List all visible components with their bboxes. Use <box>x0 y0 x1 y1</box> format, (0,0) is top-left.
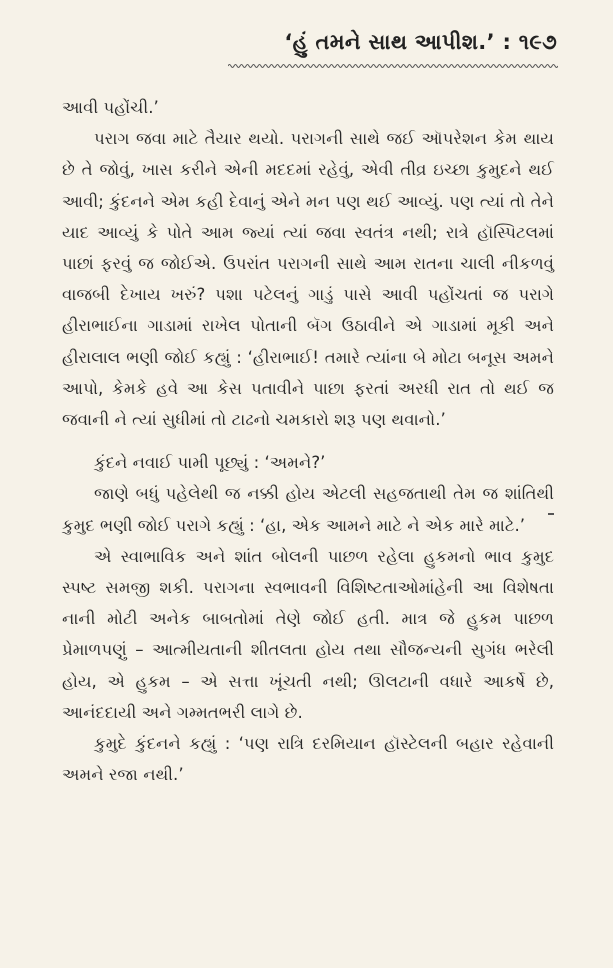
paragraph: આવી પહોંચી.’ <box>62 98 159 117</box>
paragraph: પરાગ જવા માટે તૈયાર થયો. પરાગની સાથે જઈ ઑપરેશન કેમ થાય છે તે જોવું, ખાસ કરીને એની મદદમાં રહેવું, એવી તીવ્ર ઇચ્છા કુમુદને થઈ આવી; કુંદનને એમ કહી દેવાનું એને મન પણ થઈ આવ્યું. પણ ત્યાં તો તેને યાદ આવ્યું કે પોતે આમ જ્યાં ત્યાં જવા સ્વતંત્ર નથી; રાત્રે હૉસ્પિટલમાં પાછાં ફરવું જ જોઈએ. ઉપરાંત પરાગની સાથે આમ રાતના ચાલી નીકળવું વાજબી દેખાય ખરું? પશા પટેલનું ગાડું પાસે આવી પહોંચતાં જ પરાગે હીરાભાઈના ગાડામાં રાખેલ પોતાની બૅગ ઉઠાવીને એ ગાડામાં મૂકી અને હીરાલાલ ભણી જોઈ કહ્યું : ‘હીરાભાઈ! તમારે ત્યાંના બે મોટા બનૂસ અમને આપો, કેમકે હવે આ કેસ પતાવીને પાછા ફરતાં અરધી રાત તો થઈ જ જવાની ને ત્યાં સુધીમાં તો ટાઢનો ચમકારો શરૂ પણ થવાનો.’ <box>62 129 554 430</box>
body-text <box>62 92 554 790</box>
running-head-title: ‘હું તમને સાથ આપીશ.’ : ૧૯૭ <box>284 30 557 54</box>
margin-dash-mark <box>548 513 554 515</box>
paragraph: એ સ્વાભાવિક અને શાંત બોલની પાછળ રહેલા હુકમનો ભાવ કુમુદ સ્પષ્ટ સમજી શકી. પરાગના સ્વભાવની વિશિષ્ટતાઓમાંહેની આ વિશેષતા નાની મોટી અનેક બાબતોમાં તેણે જોઈ હતી. માત્ર જે હુકમ પાછળ પ્રેમાળપણું – આત્મીયતાની શીતલતા હોય તથા સૌજન્યની સુગંધ ભરેલી હોય, એ હુકમ – એ સત્તા ખૂંચતી નથી; ઊલટાની વધારે આકર્ષે છે, આનંદદાયી અને ગમ્મતભરી લાગે છે. <box>62 546 554 722</box>
paragraph: જાણે બધું પહેલેથી જ નક્કી હોય એટલી સહજતાથી તેમ જ શાંતિથી કુમુદ ભણી જોઈ પરાગે કહ્યું : ‘હા, એક આમને માટે ને એક મારે માટે.’ <box>62 484 554 535</box>
paragraph: કુંદને નવાઈ પામી પૂછ્યું : ‘અમને?’ <box>94 453 326 473</box>
wavy-underline-rule <box>228 62 558 70</box>
paragraph: કુમુદે કુંદનને કહ્યું : ‘પણ રાત્રિ દરમિયાન હૉસ્ટેલની બહાર રહેવાની અમને રજા નથી.’ <box>62 734 554 785</box>
